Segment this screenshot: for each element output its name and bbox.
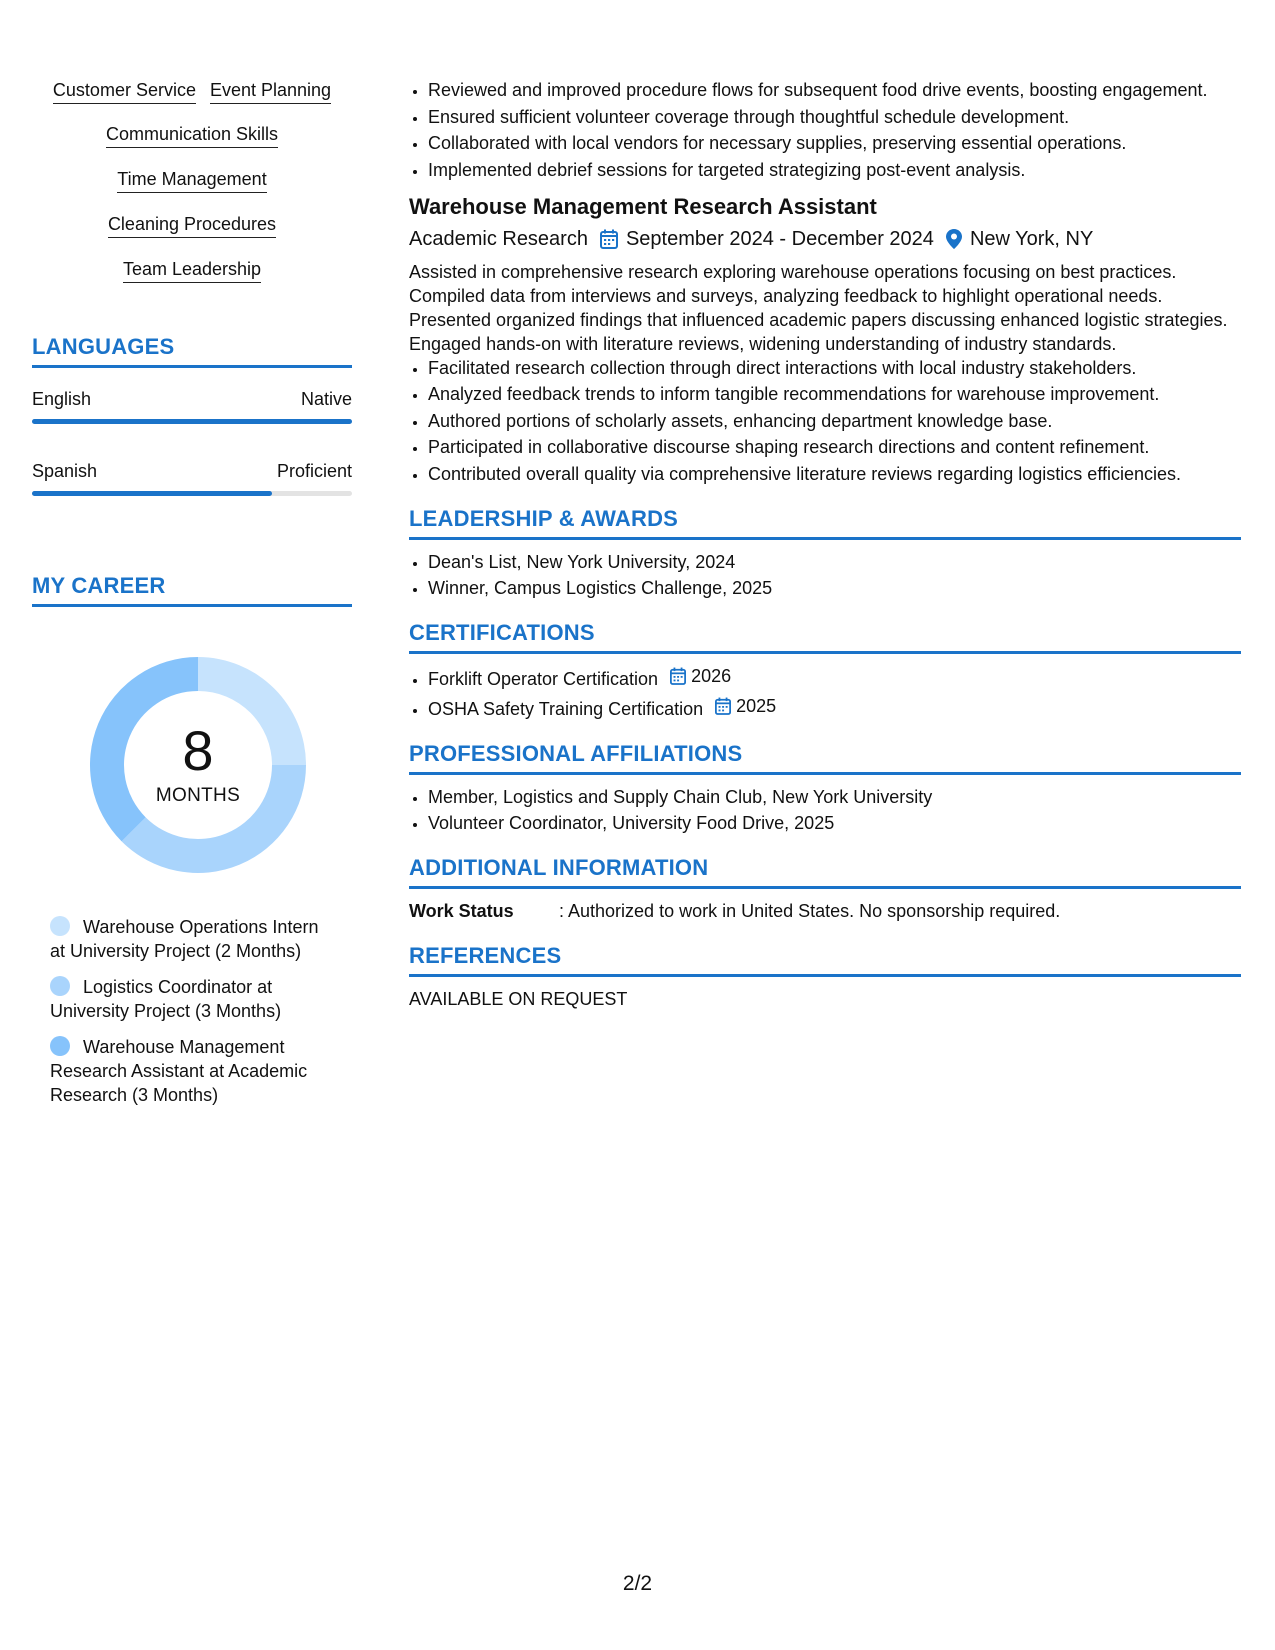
certification-year: 2025 [736,695,777,716]
work-status-value: : Authorized to work in United States. No sponsorship required. [559,901,1061,921]
legend-dot [50,1036,70,1056]
calendar-icon [600,229,618,249]
skill-row [32,214,352,238]
language-name: English [32,389,92,409]
legend-dot [50,916,70,936]
bullet-item: • Implemented debrief sessions for targeted strategizing post-event analysis. [428,158,1241,182]
award-item: • Dean's List, New York University, 2024 [428,550,1241,574]
language-level: Native [300,389,352,409]
language-name: Spanish [32,461,98,481]
language-bar-fill [32,419,352,424]
career-total: 8 [182,719,214,782]
bullet-item: • Reviewed and improved procedure flows for subsequent food drive events, boosting engagement. [428,78,1241,102]
references-section [409,943,1241,1011]
language-bar [32,491,352,496]
additional-info-heading: ADDITIONAL INFORMATION [409,855,1241,889]
awards-heading: LEADERSHIP & AWARDS [409,506,1241,540]
calendar-icon [670,667,686,685]
right-column [409,78,1241,1011]
legend-label: Logistics Coordinator at University Project (3 Months) [50,977,282,1021]
certification-name: Forklift Operator Certification [428,669,659,689]
skill-tag: Team Leadership [123,259,261,283]
award-item: • Winner, Campus Logistics Challenge, 2025 [428,576,1241,600]
location-pin-icon [946,229,962,249]
page-number: 2/2 [622,1572,653,1595]
certification-year: 2026 [691,666,732,686]
bullet-item: • Ensured sufficient volunteer coverage through thoughtful schedule development. [428,105,1241,129]
career-heading: MY CAREER [32,573,352,607]
skill-tag: Event Planning [210,80,331,104]
job-company: Academic Research [409,227,588,250]
career-donut [78,645,318,885]
certification-item [428,664,1241,691]
skill-tag: Cleaning Procedures [108,214,276,238]
certification-name: OSHA Safety Training Certification [428,698,704,719]
language-bar [32,419,352,424]
legend-dot [50,976,70,996]
references-text: AVAILABLE ON REQUEST [409,989,628,1009]
skill-row [32,259,352,283]
additional-info-section [409,855,1241,923]
job-description: Assisted in comprehensive research exploring warehouse operations focusing on best practices. Compiled data from interviews and surveys, analyzing feedback to highlight operational needs. Presented organized findings that influenced academic papers discussing enhanced logistic strategies. Engaged hands-on with literature reviews, widening understanding of industry standards. [409,261,1228,354]
certification-item [428,694,1241,721]
bullet-item: • Contributed overall quality via comprehensive literature reviews regarding logistics efficiencies. [428,462,1241,486]
certifications-section [409,620,1241,721]
bullet-item: • Collaborated with local vendors for necessary supplies, preserving essential operations. [428,131,1241,155]
skill-tag: Time Management [117,169,266,193]
bullet-item: • Participated in collaborative discourse shaping research directions and content refinement. [428,435,1241,459]
language-bar-fill [32,491,272,496]
references-heading: REFERENCES [409,943,1241,977]
affiliation-item: • Volunteer Coordinator, University Food Drive, 2025 [428,811,1241,835]
languages-section [32,334,352,496]
legend-label: Warehouse Operations Intern at University Project (2 Months) [50,917,319,961]
bullet-item: • Analyzed feedback trends to inform tangible recommendations for warehouse improvement. [428,382,1241,406]
awards-section [409,506,1241,601]
language-item [32,460,352,496]
skill-tag: Communication Skills [106,124,278,148]
bullet-item: • Facilitated research collection through direct interactions with local industry stakeholders. [428,356,1241,380]
affiliation-item: • Member, Logistics and Supply Chain Club, New York University [428,785,1241,809]
affiliations-section [409,741,1241,836]
language-level: Proficient [276,461,352,481]
job-title: Warehouse Management Research Assistant [409,193,877,219]
skill-row [32,80,352,104]
job-bullets [409,356,1241,486]
left-column [32,80,352,1119]
career-legend [50,915,330,1107]
languages-heading: LANGUAGES [32,334,352,368]
language-item [32,388,352,424]
legend-item [50,975,330,1023]
legend-item [50,1035,330,1107]
job-dates: September 2024 - December 2024 [625,227,934,250]
career-section [32,573,352,1107]
skill-tag: Customer Service [53,80,196,104]
work-status-label: Work Status [409,901,514,921]
bullet-item: • Authored portions of scholarly assets, enhancing department knowledge base. [428,409,1241,433]
skills-list [32,80,352,283]
skill-row [32,169,352,193]
job-meta [409,225,1241,253]
legend-label: Warehouse Management Research Assistant at Academic Research (3 Months) [50,1037,308,1105]
legend-item [50,915,330,963]
skill-row [32,124,352,148]
job-location: New York, NY [969,227,1094,250]
affiliations-heading: PROFESSIONAL AFFILIATIONS [409,741,1241,775]
certifications-heading: CERTIFICATIONS [409,620,1241,654]
career-unit: MONTHS [155,785,241,806]
previous-job-bullets [409,78,1241,182]
calendar-icon [715,697,731,715]
